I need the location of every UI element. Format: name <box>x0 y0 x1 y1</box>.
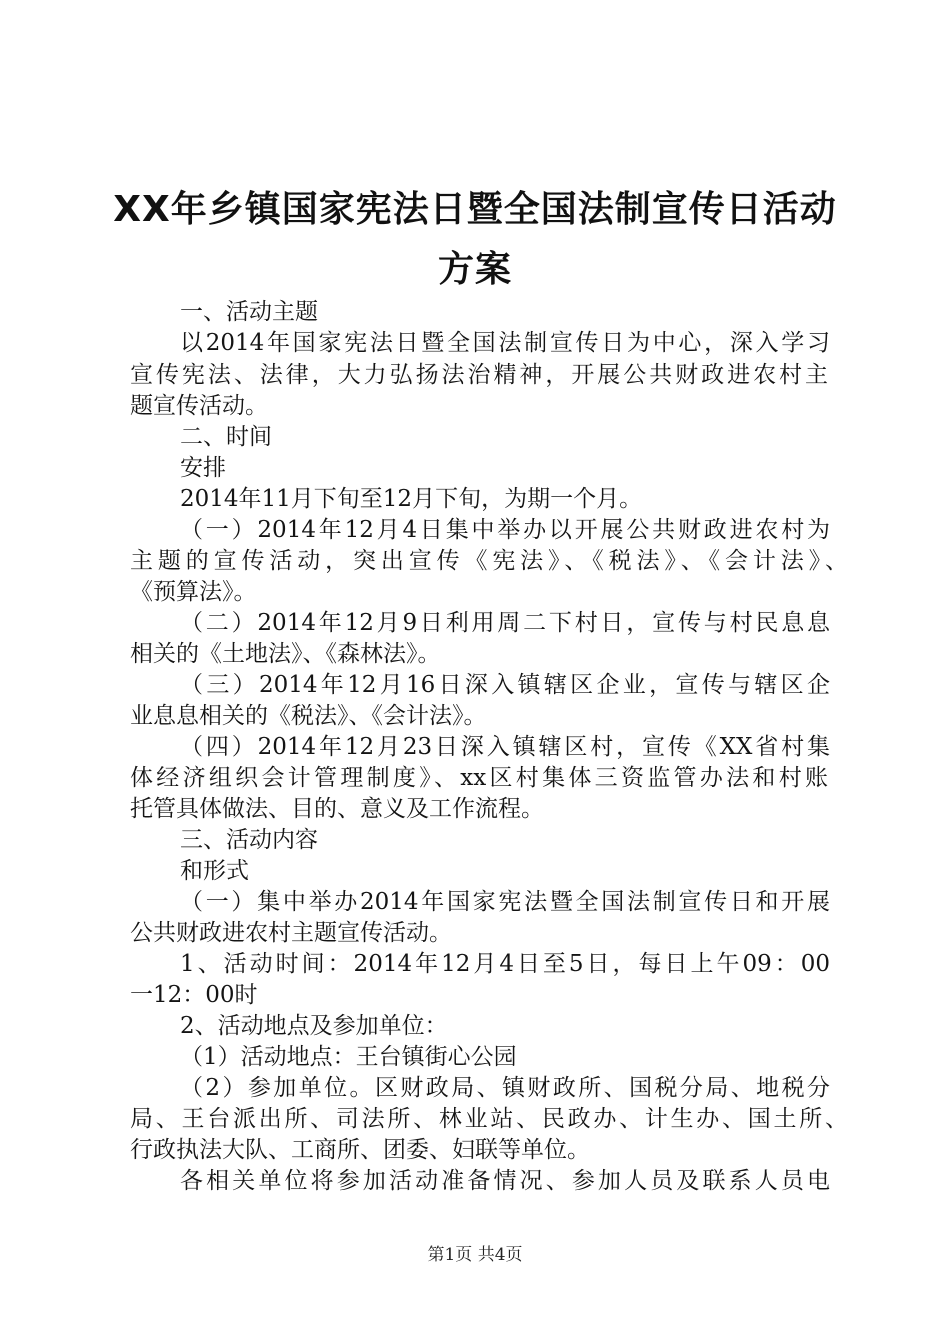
paragraph-line: 业息息相关的《税法》、《会计法》。 <box>130 703 487 729</box>
paragraph-line: （一）2014年12月4日集中举办以开展公共财政进农村为 <box>180 517 830 543</box>
paragraph-line: 行政执法大队、工商所、团委、妇联等单位。 <box>130 1137 590 1163</box>
paragraph-line: 2014年11月下旬至12月下旬，为期一个月。 <box>180 486 643 512</box>
section-heading-time-cont: 安排 <box>180 455 226 481</box>
section-heading-content-cont: 和形式 <box>180 858 249 884</box>
paragraph-line: 题宣传活动。 <box>130 393 268 419</box>
paragraph-line: 托管具体做法、目的、意义及工作流程。 <box>130 796 544 822</box>
paragraph-line: 主题的宣传活动，突出宣传《宪法》、《税法》、《会计法》、 <box>130 548 848 574</box>
section-heading-content: 三、活动内容 <box>180 827 318 853</box>
paragraph-line: 相关的《土地法》、《森林法》。 <box>130 641 441 667</box>
paragraph-line: 各相关单位将参加活动准备情况、参加人员及联系人员电 <box>180 1168 830 1194</box>
document-title-line-1: XX年乡镇国家宪法日暨全国法制宣传日活动 <box>113 189 837 230</box>
paragraph-line: 宣传宪法、法律，大力弘扬法治精神，开展公共财政进农村主 <box>130 362 828 388</box>
paragraph-line: （一）集中举办2014年国家宪法暨全国法制宣传日和开展 <box>180 889 830 915</box>
paragraph-line: （1）活动地点：王台镇街心公园 <box>180 1044 517 1070</box>
paragraph-line: 2、活动地点及参加单位： <box>180 1013 448 1039</box>
page-number-footer: 第1页 共4页 <box>427 1245 523 1265</box>
section-heading-time: 二、时间 <box>180 424 272 450</box>
paragraph-line: （四）2014年12月23日深入镇辖区村，宣传《XX省村集 <box>180 734 830 760</box>
section-heading-theme: 一、活动主题 <box>180 299 318 325</box>
paragraph-line: 1、活动时间：2014年12月4日至5日，每日上午09：00 <box>180 951 830 977</box>
paragraph-line: 一12：00时 <box>130 982 258 1008</box>
paragraph-line: （2）参加单位。区财政局、镇财政所、国税分局、地税分 <box>180 1075 830 1101</box>
paragraph-line: 以2014年国家宪法日暨全国法制宣传日为中心，深入学习 <box>180 330 830 356</box>
paragraph-line: 《预算法》。 <box>130 579 257 605</box>
paragraph-line: （三）2014年12月16日深入镇辖区企业，宣传与辖区企 <box>180 672 830 698</box>
paragraph-line: 体经济组织会计管理制度》、xx区村集体三资监管办法和村账 <box>130 765 828 791</box>
paragraph-line: （二）2014年12月9日利用周二下村日，宣传与村民息息 <box>180 610 830 636</box>
document-title-line-2: 方案 <box>437 249 512 290</box>
paragraph-line: 局、王台派出所、司法所、林业站、民政办、计生办、国土所、 <box>130 1106 848 1132</box>
paragraph-line: 公共财政进农村主题宣传活动。 <box>130 920 452 946</box>
